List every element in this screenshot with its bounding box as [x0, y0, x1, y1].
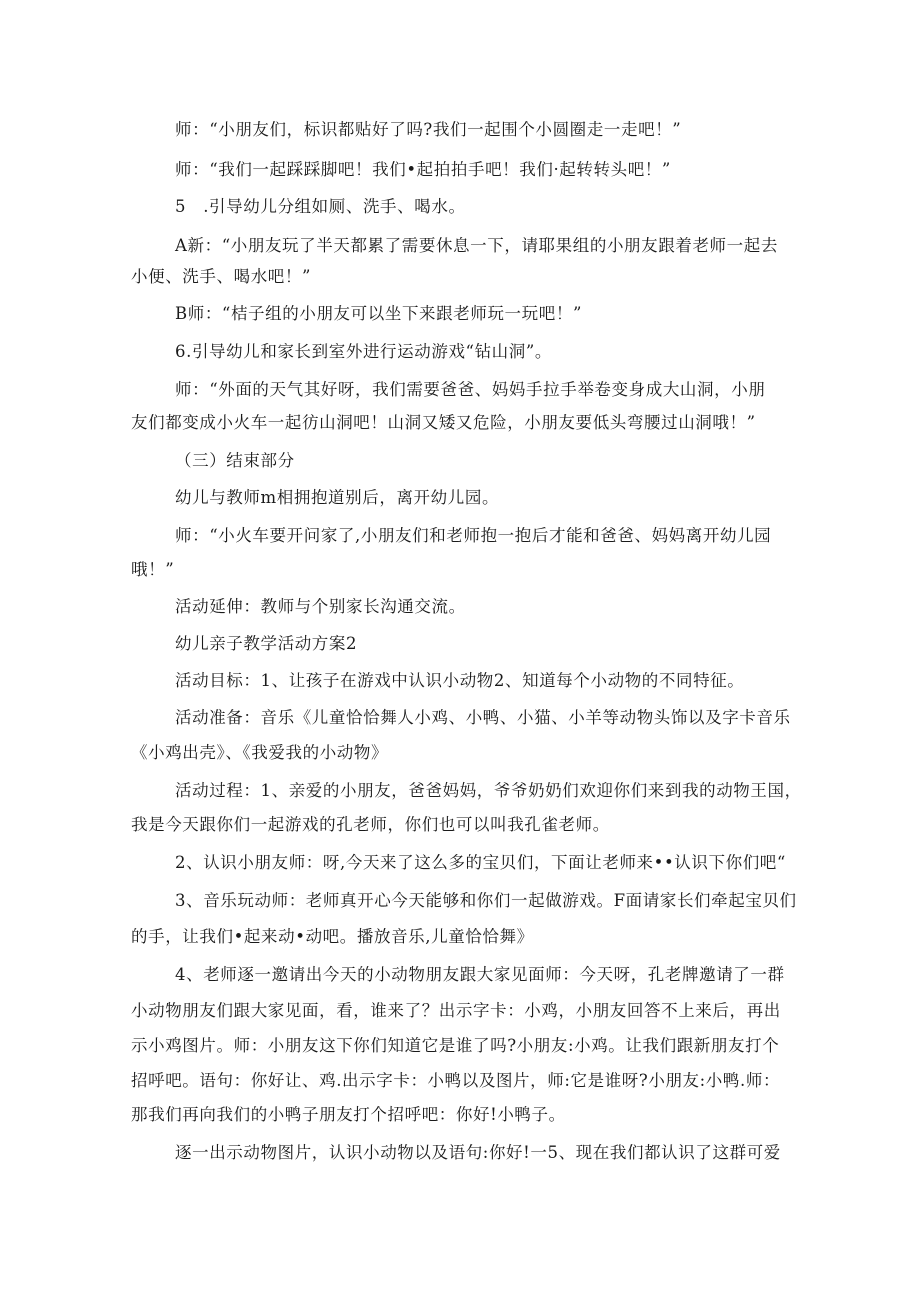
text-line: 我是今天跟你们一起游戏的孔老师，你们也可以叫我孔雀老师。 — [131, 815, 610, 834]
plan-title: 幼儿亲子教学活动方案2 — [175, 634, 358, 653]
text-line: A新：“小朋友玩了半天都累了需要休息一下，请耶果组的小朋友跟着老师一起去 — [175, 236, 778, 255]
text-line: 友们都变成小火车一起彷山洞吧！山洞又矮又危险，小朋友要低头弯腰过山洞哦！” — [131, 413, 756, 432]
text-line: 小便、洗手、喝水吧！” — [131, 267, 312, 286]
text-line: 师：“小朋友们，标识都贴好了吗?我们一起围个小圆圈走一走吧！” — [175, 120, 682, 139]
section-heading: （三）结束部分 — [175, 451, 295, 470]
text-line: 3、音乐玩动师：老师真开心今天能够和你们一起做游戏。F面请家长们牵起宝贝们 — [175, 891, 797, 910]
text-line: 的手，让我们•起来动•动吧。播放音乐,儿童恰恰舞》 — [131, 927, 534, 946]
text-line: 6.引导幼儿和家长到室外进行运动游戏“钻山洞”。 — [175, 342, 553, 361]
text-line: 师：“外面的天气其好呀，我们需要爸爸、妈妈手拉手举卷变身成大山洞，小朋 — [175, 380, 766, 399]
text-line: 活动准备：音乐《儿童恰恰舞人小鸡、小鸭、小猫、小羊等动物头饰以及字卡音乐 — [175, 708, 791, 727]
text-line: 哦！” — [131, 560, 175, 579]
text-line: 招呼吧。语句：你好让、鸡.出示字卡：小鸭以及图片，师:它是谁呀?小朋友:小鸭.师： — [131, 1071, 781, 1090]
text-line: 逐一出示动物图片，认识小动物以及语句:你好!一5、现在我们都认识了这群可爱 — [175, 1143, 781, 1162]
text-line: 《小鸡出壳》、《我爱我的小动物》 — [131, 743, 389, 762]
text-line: 4、老师逐一邀请出今天的小动物朋友跟大家见面师：今天呀，孔老牌邀请了一群 — [175, 965, 785, 984]
text-line: 那我们再向我们的小鸭子朋友打个招呼吧：你好!小鸭子。 — [131, 1105, 566, 1124]
text-line: 5 .引导幼儿分组如厕、洗手、喝水。 — [175, 197, 466, 216]
text-line: 幼儿与教师m相拥抱道别后，离开幼儿园。 — [175, 488, 500, 507]
text-line: 活动过程：1、亲爱的小朋友，爸爸妈妈，爷爷奶奶们欢迎你们来到我的动物王国， — [175, 781, 802, 800]
text-line: B师：“桔子组的小朋友可以坐下来跟老师玩一玩吧！” — [175, 304, 582, 323]
text-line: 师：“小火车要开问家了,小朋友们和老师抱一抱后才能和爸爸、妈妈离开幼儿园 — [175, 526, 772, 545]
text-line: 2、认识小朋友师：呀,今天来了这么多的宝贝们，下面让老师来••认识下你们吧“ — [175, 853, 786, 872]
text-line: 活动目标：1、让孩子在游戏中认识小动物2、知道每个小动物的不同特征。 — [175, 671, 745, 690]
text-line: 小动物朋友们跟大家见面，看，谁来了？出示字卡：小鸡，小朋友回答不上来后，再出 — [131, 1001, 781, 1020]
text-line: 师：“我们一起踩踩脚吧！我们•起拍拍手吧！我们·起转转头吧！” — [175, 160, 671, 179]
text-line: 示小鸡图片。师：小朋友这下你们知道它是谁了吗?小朋友:小鸡。让我们跟新朋友打个 — [131, 1036, 780, 1055]
text-line: 活动延伸：教师与个别家长沟通交流。 — [175, 597, 466, 616]
